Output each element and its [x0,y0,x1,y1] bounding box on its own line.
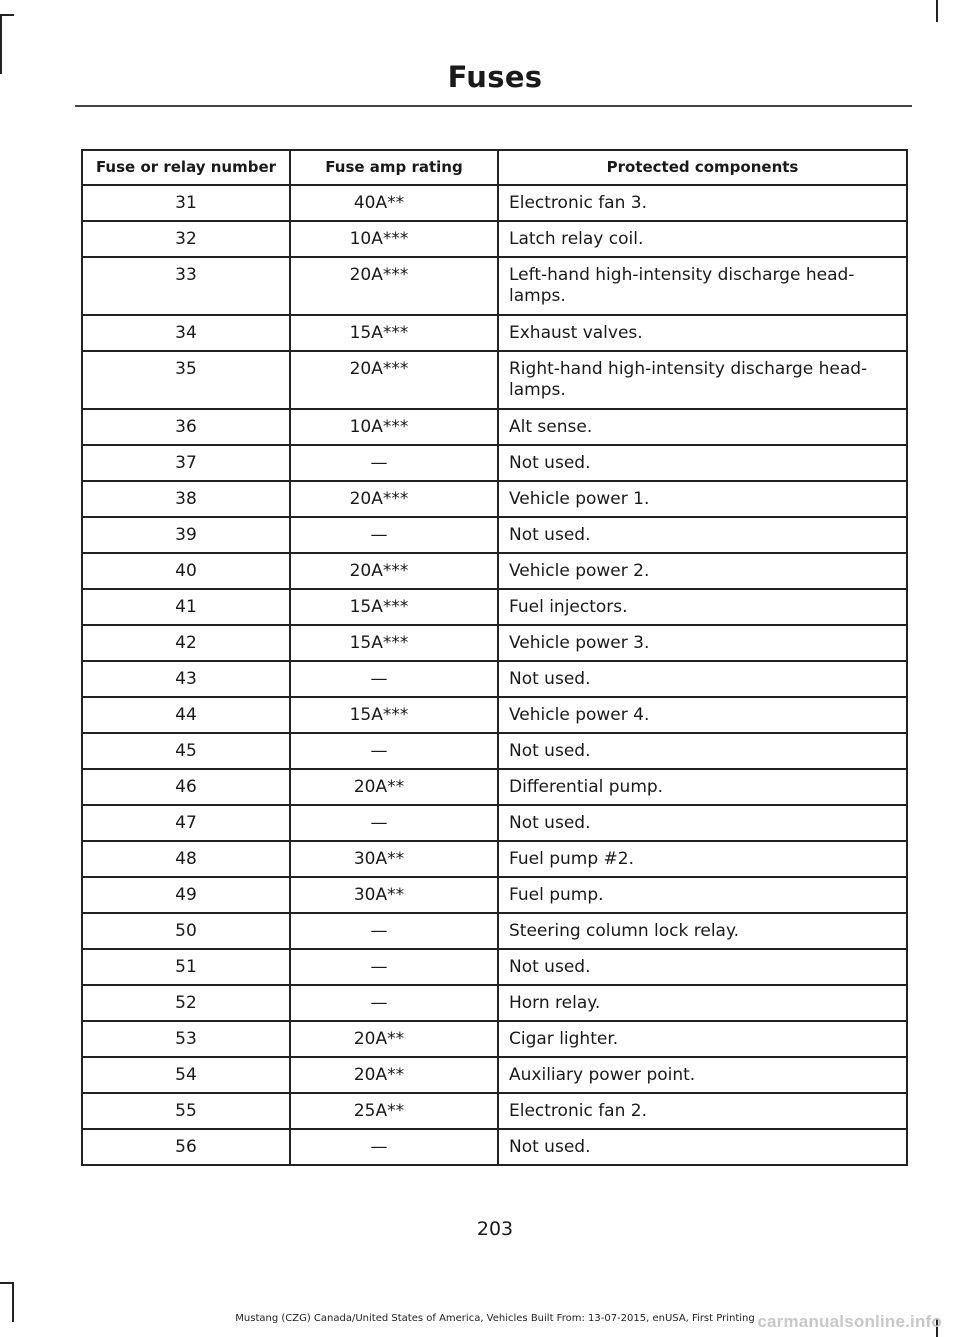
table-row [82,517,907,553]
fuse-number-cell: 53 [82,1021,290,1057]
protected-component-cell: Vehicle power 1. [498,481,907,517]
table-row [82,625,907,661]
amp-rating-cell: 30A** [290,877,498,913]
fuse-number-cell: 51 [82,949,290,985]
amp-rating-cell: 15A*** [290,625,498,661]
table-row [82,985,907,1021]
fuse-table [81,149,908,1166]
table-row [82,351,907,409]
fuse-number-cell: 35 [82,351,290,409]
table-row [82,1129,907,1165]
amp-rating-cell: 20A** [290,769,498,805]
amp-rating-cell: 15A*** [290,315,498,351]
fuse-number-cell: 47 [82,805,290,841]
amp-rating-cell: 20A*** [290,553,498,589]
amp-rating-cell: — [290,517,498,553]
amp-rating-cell: 40A** [290,185,498,221]
protected-component-cell: Vehicle power 4. [498,697,907,733]
table-row [82,315,907,351]
crop-mark-top-right [936,0,938,22]
table-row [82,257,907,315]
table-row [82,481,907,517]
table-row [82,841,907,877]
protected-component-cell: Electronic fan 2. [498,1093,907,1129]
page-number: 203 [476,1218,514,1240]
table-row [82,733,907,769]
amp-rating-cell: 15A*** [290,697,498,733]
column-header-protected-components: Protected components [498,150,907,185]
table-row [82,1021,907,1057]
fuse-number-cell: 55 [82,1093,290,1129]
fuse-number-cell: 46 [82,769,290,805]
amp-rating-cell: 10A*** [290,221,498,257]
fuse-number-cell: 44 [82,697,290,733]
table-row [82,769,907,805]
amp-rating-cell: 25A** [290,1093,498,1129]
fuse-number-cell: 50 [82,913,290,949]
fuse-number-cell: 49 [82,877,290,913]
table-row [82,1057,907,1093]
fuse-number-cell: 52 [82,985,290,1021]
protected-component-cell: Not used. [498,733,907,769]
protected-component-cell: Not used. [498,445,907,481]
fuse-number-cell: 41 [82,589,290,625]
table-row [82,553,907,589]
protected-component-cell: Auxiliary power point. [498,1057,907,1093]
column-header-fuse-number: Fuse or relay number [82,150,290,185]
protected-component-cell: Fuel pump. [498,877,907,913]
protected-component-cell: Latch relay coil. [498,221,907,257]
amp-rating-cell: 15A*** [290,589,498,625]
amp-rating-cell: 20A** [290,1057,498,1093]
fuse-number-cell: 33 [82,257,290,315]
protected-component-cell: Fuel injectors. [498,589,907,625]
amp-rating-cell: 20A*** [290,481,498,517]
amp-rating-cell: — [290,985,498,1021]
amp-rating-cell: — [290,661,498,697]
table-row [82,661,907,697]
fuse-number-cell: 38 [82,481,290,517]
protected-component-cell: Not used. [498,517,907,553]
protected-component-cell: Fuel pump #2. [498,841,907,877]
page-title: Fuses [447,60,543,94]
table-row [82,949,907,985]
amp-rating-cell: 20A*** [290,257,498,315]
protected-component-cell: Differential pump. [498,769,907,805]
protected-component-cell: Steering column lock relay. [498,913,907,949]
column-header-amp-rating: Fuse amp rating [290,150,498,185]
watermark-logo: carmanualsonline.info [757,1312,942,1331]
table-row [82,805,907,841]
fuse-number-cell: 45 [82,733,290,769]
amp-rating-cell: — [290,445,498,481]
table-row [82,221,907,257]
table-row [82,409,907,445]
protected-component-cell: Exhaust valves. [498,315,907,351]
fuse-number-cell: 48 [82,841,290,877]
amp-rating-cell: — [290,805,498,841]
protected-component-cell: Horn relay. [498,985,907,1021]
table-row [82,697,907,733]
amp-rating-cell: 10A*** [290,409,498,445]
table-row [82,1093,907,1129]
protected-component-cell: Cigar lighter. [498,1021,907,1057]
protected-component-cell: Right-hand high-intensity discharge head-lamps. [498,351,907,409]
publication-footer: Mustang (CZG) Canada/United States of America, Vehicles Built From: 13-07-2015, enUSA, First Printing [235,1313,755,1324]
fuse-number-cell: 42 [82,625,290,661]
amp-rating-cell: — [290,949,498,985]
amp-rating-cell: — [290,733,498,769]
fuse-number-cell: 36 [82,409,290,445]
table-row [82,877,907,913]
amp-rating-cell: 20A*** [290,351,498,409]
protected-component-cell: Alt sense. [498,409,907,445]
protected-component-cell: Not used. [498,805,907,841]
amp-rating-cell: 30A** [290,841,498,877]
fuse-number-cell: 34 [82,315,290,351]
protected-component-cell: Not used. [498,661,907,697]
protected-component-cell: Electronic fan 3. [498,185,907,221]
protected-component-cell: Vehicle power 3. [498,625,907,661]
table-row [82,185,907,221]
fuse-number-cell: 43 [82,661,290,697]
crop-mark-top-left-h [0,14,14,16]
fuse-number-cell: 40 [82,553,290,589]
amp-rating-cell: 20A** [290,1021,498,1057]
fuse-number-cell: 31 [82,185,290,221]
fuse-number-cell: 32 [82,221,290,257]
protected-component-cell: Not used. [498,949,907,985]
table-row [82,589,907,625]
amp-rating-cell: — [290,913,498,949]
fuse-number-cell: 56 [82,1129,290,1165]
header-rule [75,105,912,107]
protected-component-cell: Vehicle power 2. [498,553,907,589]
fuse-table-body [82,185,907,1165]
fuse-number-cell: 37 [82,445,290,481]
table-row [82,913,907,949]
fuse-number-cell: 54 [82,1057,290,1093]
protected-component-cell: Not used. [498,1129,907,1165]
fuse-number-cell: 39 [82,517,290,553]
table-header-row [82,150,907,185]
table-row [82,445,907,481]
amp-rating-cell: — [290,1129,498,1165]
protected-component-cell: Left-hand high-intensity discharge head-lamps. [498,257,907,315]
